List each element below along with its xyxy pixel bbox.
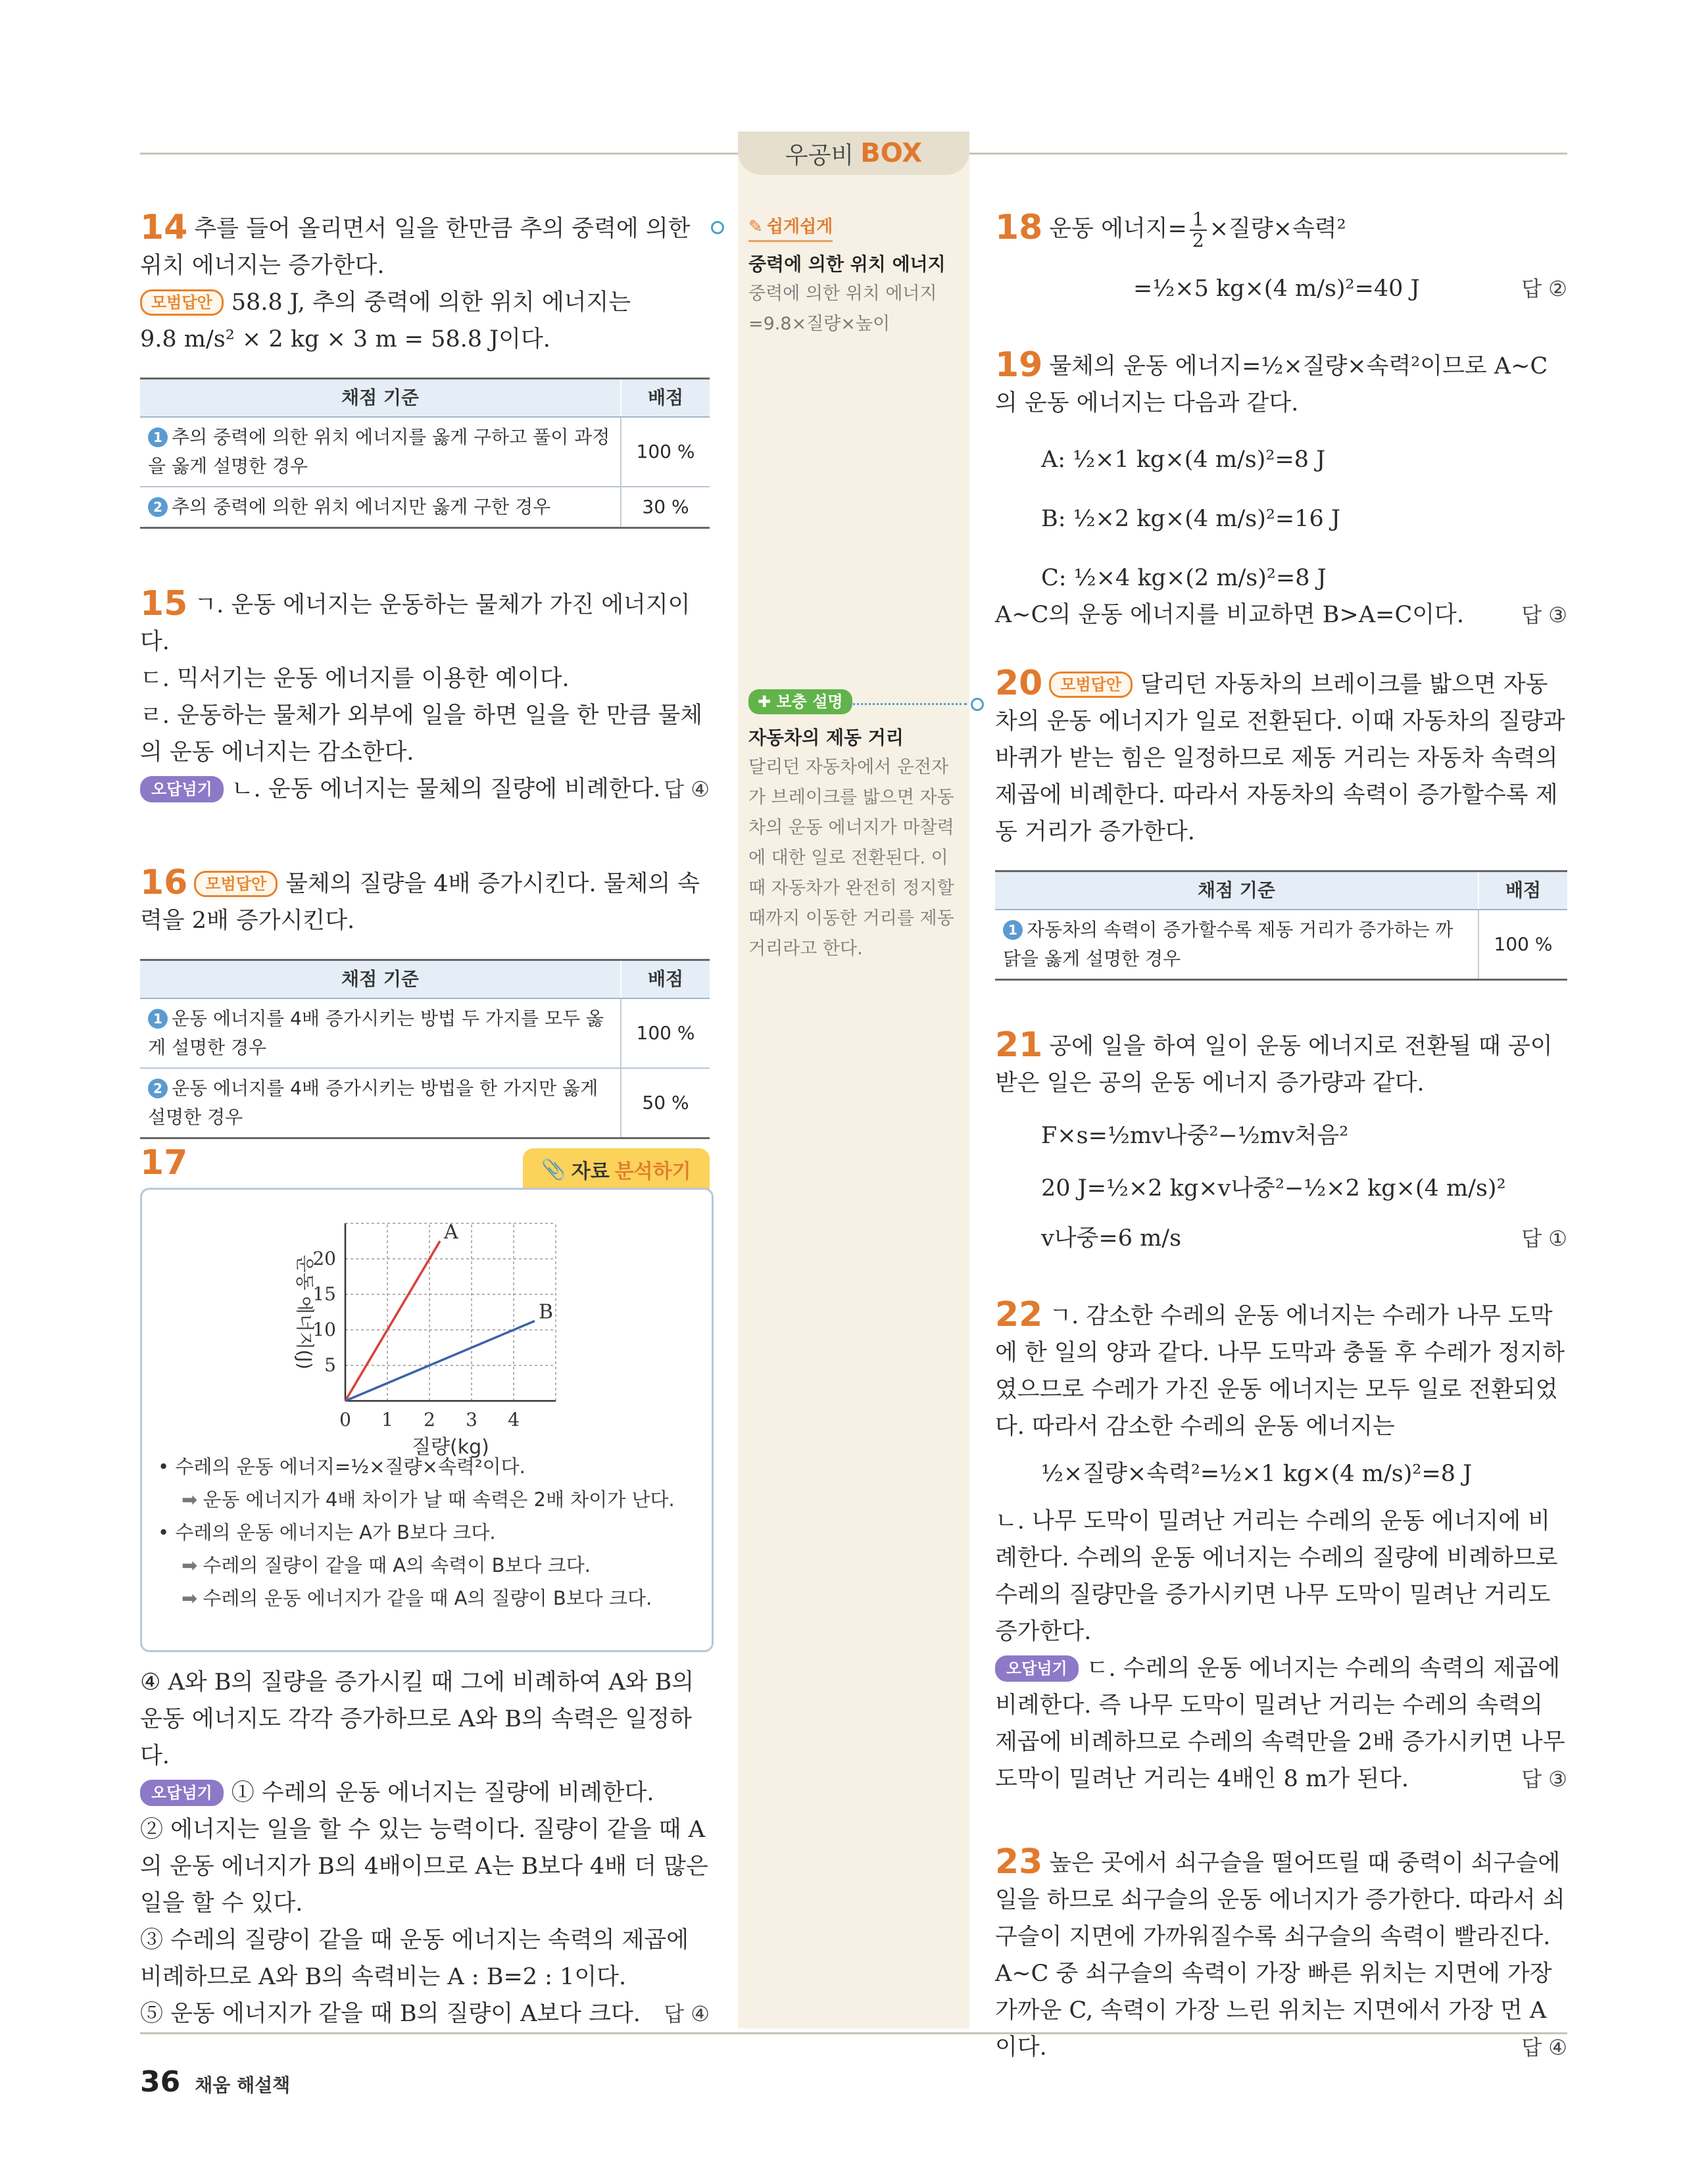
equation-line-2: =½×5 kg×(4 m/s)²=40 J [1133,275,1420,302]
x-tick-label: 3 [466,1409,477,1430]
equation-rest: ×질량×속력² [1209,216,1346,242]
grading-table [140,378,710,529]
x-tick-label: 2 [424,1409,435,1430]
equation-b: B: ½×2 kg×(4 m/s)²=16 J [1041,505,1340,532]
connector-line [848,703,967,705]
explanation-2: ① 수레의 운동 에너지는 질량에 비례한다. [231,1780,654,1806]
criteria-text: 운동 에너지를 4배 증가시키는 방법 두 가지를 모두 옳게 설명한 경우 [148,1008,604,1058]
equation-lead: 운동 에너지= [1049,216,1187,242]
model-answer-tag: 모범답안 [1049,672,1133,698]
bottom-rule [140,2032,1567,2034]
question-text: 공에 일을 하여 일이 운동 에너지로 전환될 때 공이 받은 일은 공의 운동 에너지 증가량과 같다. [995,1033,1553,1096]
easy-note [748,214,959,339]
question-number: 14 [140,208,188,247]
y-tick-label: 15 [312,1283,336,1305]
number-badge: 2 [148,497,168,517]
criteria-text: 자동차의 속력이 증가할수록 제동 거리가 증가하는 까닭을 옳게 설명한 경우 [1003,918,1453,969]
wrong-answer-tag: 오답넘기 [995,1655,1079,1682]
page-footer [140,2065,290,2099]
box-prefix: 우공비 [785,141,854,169]
statement-1: ㄱ. 감소한 수레의 운동 에너지는 수레가 나무 도막에 한 일의 양과 같다. 나무 도막과 충돌 후 수레가 정지하였으므로 수레가 가진 운동 에너지는 모두 일로 전환되었다. 따라서 감소한 수레의 운동 에너지는 [995,1302,1565,1440]
criteria-header: 채점 기준 [140,960,621,999]
paperclip-icon: 📎 [541,1158,566,1181]
question-number: 15 [140,584,188,623]
question-text: 높은 곳에서 쇠구슬을 떨어뜨릴 때 중력이 쇠구슬에 일을 하므로 쇠구슬의 운동 에너지가 증가한다. 따라서 쇠구슬이 지면에 가까워질수록 쇠구슬의 속력이 빨라진다. A~C 중 쇠구슬의 속력이 가장 빠른 위치는 지면에 가장 가까운 C, 속력이 가장 느린 위치는 지면에서 가장 먼 A이다. [995,1849,1565,2061]
series-line-a [345,1241,440,1401]
score-value: 50 % [621,1068,710,1138]
criteria-header: 채점 기준 [995,871,1478,910]
question-number: 23 [995,1842,1043,1882]
note-item: ➡ 운동 에너지가 4배 차이가 날 때 속력은 2배 차이가 난다. [182,1488,675,1511]
data-tag-b: 분석하기 [614,1160,691,1183]
x-axis-label: 질량(kg) [412,1436,489,1459]
score-header: 배점 [621,379,710,418]
criteria-header: 채점 기준 [140,379,621,418]
arrow-icon: ➡ [182,1587,198,1609]
explanation-5: ⑤ 운동 에너지가 같을 때 B의 질량이 A보다 크다. [140,2001,641,2027]
supplement-body: 달리던 자동차에서 운전자가 브레이크를 밟으면 자동차의 운동 에너지가 마찰력에 대한 일로 전환된다. 이때 자동차가 완전히 정지할 때까지 이동한 거리를 제동 거리라고 한다. [748,757,954,959]
number-badge: 2 [148,1079,168,1098]
number-badge: 1 [148,1009,168,1029]
model-answer-tag: 모범답안 [140,289,224,316]
question-text: 달리던 자동차의 브레이크를 밟으면 자동차의 운동 에너지가 일로 전환된다. 이때 자동차의 질량과 바퀴가 받는 힘은 일정하므로 제동 거리는 자동차 속력의 제곱에 비례한다. 따라서 자동차의 속력이 증가할수록 제동 거리가 증가한다. [995,671,1565,845]
y-tick-label: 20 [312,1248,336,1269]
equation-c: C: ½×4 kg×(2 m/s)²=8 J [1041,564,1327,591]
y-axis-label: 운동 에너지(J) [294,1254,316,1370]
data-tag-a: 자료 [571,1160,610,1183]
page-number: 36 [140,2065,181,2099]
wrong-answer-tag: 오답넘기 [140,776,224,802]
note-item: • 수레의 운동 에너지는 A가 B보다 크다. [158,1521,496,1544]
answer-text-cont: 9.8 m/s² × 2 kg × 3 m = 58.8 J이다. [140,326,550,353]
table-row [140,417,710,487]
question-number: 16 [140,863,188,902]
table-row [140,487,710,528]
supplement-tag: ✚ 보충 설명 [748,689,852,714]
question-number: 17 [140,1143,188,1183]
series-label-a: A [444,1221,458,1244]
score-value: 100 % [621,417,710,487]
answer-mark: 답 ③ [1521,1766,1567,1792]
wrong-answer-tag: 오답넘기 [140,1780,224,1806]
number-badge: 1 [148,428,168,447]
question-14 [140,209,710,529]
answer-mark: 답 ④ [664,2001,710,2026]
answer-mark: 답 ④ [1521,2034,1567,2060]
easy-heading: 중력에 의한 위치 에너지 [748,253,946,275]
fraction: $\frac{1}{2}$ [1190,210,1207,251]
graph-notes [158,1450,675,1615]
question-15 [140,585,710,808]
pencil-icon: ✎ [748,217,763,237]
table-row [995,910,1567,980]
x-tick-label: 4 [508,1409,520,1430]
connector-dot [711,221,724,234]
answer-mark: 답 ③ [1521,602,1567,627]
note-item: • 수레의 운동 에너지=½×질량×속력²이다. [158,1455,525,1478]
table-row [140,1068,710,1138]
criteria-text: 추의 중력에 의한 위치 에너지만 옳게 구한 경우 [172,496,551,518]
score-header: 배점 [1478,871,1567,910]
criteria-text: 운동 에너지를 4배 증가시키는 방법을 한 가지만 옳게 설명한 경우 [148,1077,598,1128]
easy-body: 중력에 의한 위치 에너지=9.8×질량×높이 [748,283,937,334]
supplement-heading: 자동차의 제동 거리 [748,727,904,748]
question-18 [995,209,1567,307]
statement-2: ㄴ. 나무 도막이 밀려난 거리는 수레의 운동 에너지에 비례한다. 수레의 운동 에너지는 수레의 질량에 비례하므로 수레의 질량만을 증가시키면 나무 도막이 밀려난 거리도 증가한다. [995,1507,1558,1645]
x-tick-label: 1 [381,1409,393,1430]
number-badge: 1 [1003,920,1023,940]
series-line-b [345,1321,535,1402]
energy-mass-chart [283,1204,625,1480]
model-answer-tag: 모범답안 [194,871,278,897]
score-value: 100 % [1478,910,1567,980]
question-text: 물체의 질량을 4배 증가시킨다. 물체의 속력을 2배 증가시킨다. [140,871,700,934]
equation-a: A: ½×1 kg×(4 m/s)²=8 J [1041,446,1326,473]
right-column [995,209,1567,2066]
score-value: 30 % [621,487,710,528]
equation-1: F×s=½mv나중²−½mv처음² [1041,1122,1349,1149]
explanation-3: ② 에너지는 일을 할 수 있는 능력이다. 질량이 같을 때 A의 운동 에너지가 B의 4배이므로 A는 B보다 4배 더 많은 일을 할 수 있다. [140,1817,708,1917]
statement-2: ㄷ. 믹서기는 운동 에너지를 이용한 예이다. [140,666,570,692]
x-tick-label: 0 [339,1409,351,1430]
grading-table [995,870,1567,981]
box-brand: BOX [860,138,923,168]
question-20 [995,665,1567,981]
y-tick-label: 10 [312,1319,336,1340]
criteria-text: 추의 중력에 의한 위치 에너지를 옳게 구하고 풀이 과정을 옳게 설명한 경우 [148,426,610,477]
question-number: 18 [995,208,1043,247]
grading-table [140,959,710,1139]
answer-mark: 답 ② [1521,276,1567,301]
arrow-icon: ➡ [182,1554,198,1576]
score-value: 100 % [621,998,710,1068]
easy-tag: ✎ 쉽게쉽게 [748,214,833,242]
answer-mark: 답 ④ [664,777,710,802]
box-header-tab [738,132,969,175]
explanation-1: ④ A와 B의 질량을 증가시킬 때 그에 비례하여 A와 B의 운동 에너지도 각각 증가하므로 A와 B의 속력은 일정하다. [140,1669,695,1769]
question-19 [995,347,1567,633]
arrow-icon: ➡ [182,1488,198,1511]
series-label-b: B [539,1300,554,1324]
y-tick-label: 5 [324,1354,336,1376]
left-column [140,209,710,1139]
note-item: ➡ 수레의 질량이 같을 때 A의 속력이 B보다 크다. [182,1554,591,1576]
score-header: 배점 [621,960,710,999]
question-22 [995,1296,1567,1797]
question-text: 물체의 운동 에너지=½×질량×속력²이므로 A~C의 운동 에너지는 다음과 같다. [995,353,1548,416]
supplement-note [748,689,959,964]
answer-mark: 답 ① [1521,1225,1567,1251]
box-column [738,153,969,2028]
equation-3: v나중=6 m/s [1041,1225,1182,1252]
wrong-explanation: ㄴ. 운동 에너지는 물체의 질량에 비례한다. [231,776,661,802]
question-number: 19 [995,345,1043,385]
data-analysis-label [523,1148,710,1190]
book-title: 채움 해설책 [195,2074,291,2096]
question-16 [140,864,710,1139]
question-number: 22 [995,1294,1043,1334]
answer-text: 58.8 J, 추의 중력에 의한 위치 에너지는 [231,289,631,316]
question-17-body [140,1664,710,2032]
statement-1: ㄱ. 운동 에너지는 운동하는 물체가 가진 에너지이다. [140,592,691,655]
note-item: ➡ 수레의 운동 에너지가 같을 때 A의 질량이 B보다 크다. [182,1587,652,1609]
question-17-header [140,1144,535,1183]
question-number: 20 [995,663,1043,703]
question-number: 21 [995,1025,1043,1065]
equation: ½×질량×속력²=½×1 kg×(4 m/s)²=8 J [1041,1460,1473,1487]
explanation-4: ③ 수레의 질량이 같을 때 운동 에너지는 속력의 제곱에 비례하므로 A와 B의 속력비는 A : B=2 : 1이다. [140,1927,689,1990]
conclusion: A~C의 운동 에너지를 비교하면 B>A=C이다. [995,601,1464,628]
statement-3: ㄹ. 운동하는 물체가 외부에 일을 하면 일을 한 만큼 물체의 운동 에너지는 감소한다. [140,702,703,766]
question-text: 추를 들어 올리면서 일을 한만큼 추의 중력에 의한 위치 에너지는 증가한다. [140,216,691,279]
table-row [140,998,710,1068]
statement-3: ㄷ. 수레의 운동 에너지는 수레의 속력의 제곱에 비례한다. 즉 나무 도막이 밀려난 거리는 수레의 속력의 제곱에 비례하므로 수레의 속력만을 2배 증가시키면 나무 도막이 밀려난 거리는 4배인 8 m가 된다. [995,1655,1565,1792]
connector-dot [971,698,984,711]
question-21 [995,1027,1567,1257]
equation-2: 20 J=½×2 kg×v나중²−½×2 kg×(4 m/s)² [1041,1175,1506,1202]
